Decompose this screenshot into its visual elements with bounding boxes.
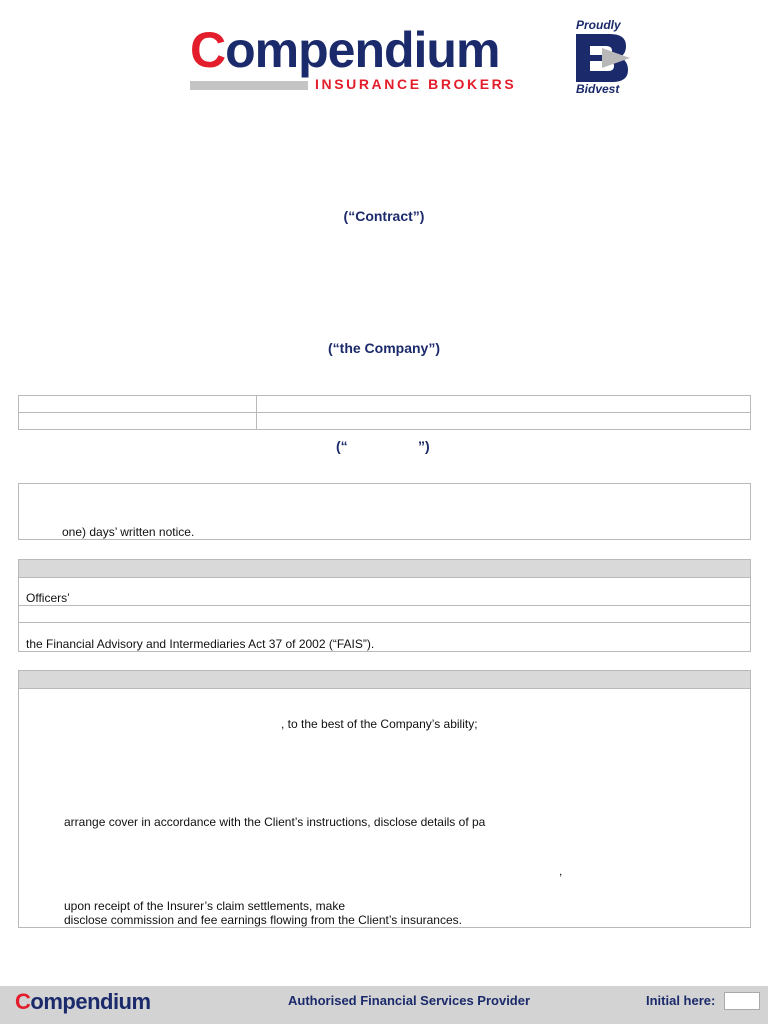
officers-row-text: Officers’ [26,591,70,605]
officers-row-divider-2 [18,622,751,623]
table-column-divider [256,395,257,430]
proudly-bidvest-badge [574,18,634,98]
bidvest-b-arrow-icon [576,34,632,82]
badge-bottom-text: Bidvest [576,82,620,96]
duties-line-ability: , to the best of the Company’s ability; [281,717,478,731]
client-title-close: ”) [418,438,430,454]
footer-logo [15,989,151,1015]
client-title-open: (“ [336,438,348,454]
footer-initial-label: Initial here: [646,993,716,1008]
officers-row-divider-1 [18,605,751,606]
logo-subtitle: INSURANCE BROKERS [315,76,517,92]
badge-top-text: Proudly [576,18,621,32]
footer-fsp-label: Authorised Financial Services Provider [288,993,531,1008]
contract-title: (“Contract”) [343,208,425,224]
page-footer [0,986,768,1024]
footer-logo-rest: ompendium [30,989,151,1014]
table-row-divider [18,412,751,413]
duties-line-arrange-cover: arrange cover in accordance with the Client’s instructions, disclose details of pa [64,815,486,829]
company-title: (“the Company”) [328,340,440,356]
compendium-logo [190,22,550,98]
logo-wordmark [190,22,499,78]
logo-rest: ompendium [225,22,500,78]
termination-notice-text: one) days’ written notice. [62,525,195,539]
duties-line-claims: upon receipt of the Insurer’s claim settlements, make [64,899,346,913]
officers-section-header [18,559,751,578]
footer-logo-first-letter: C [15,989,31,1014]
logo-grey-bar [190,81,308,90]
duties-comma: , [559,864,563,878]
duties-section-header [18,670,751,689]
duties-section [18,670,751,928]
fais-row-text: the Financial Advisory and Intermediaries Act 37 of 2002 (“FAIS”). [26,637,375,651]
logo-first-letter: C [190,22,226,78]
duties-line-commission: disclose commission and fee earnings flowing from the Client’s insurances. [64,913,462,927]
initial-here-field[interactable] [724,992,760,1010]
